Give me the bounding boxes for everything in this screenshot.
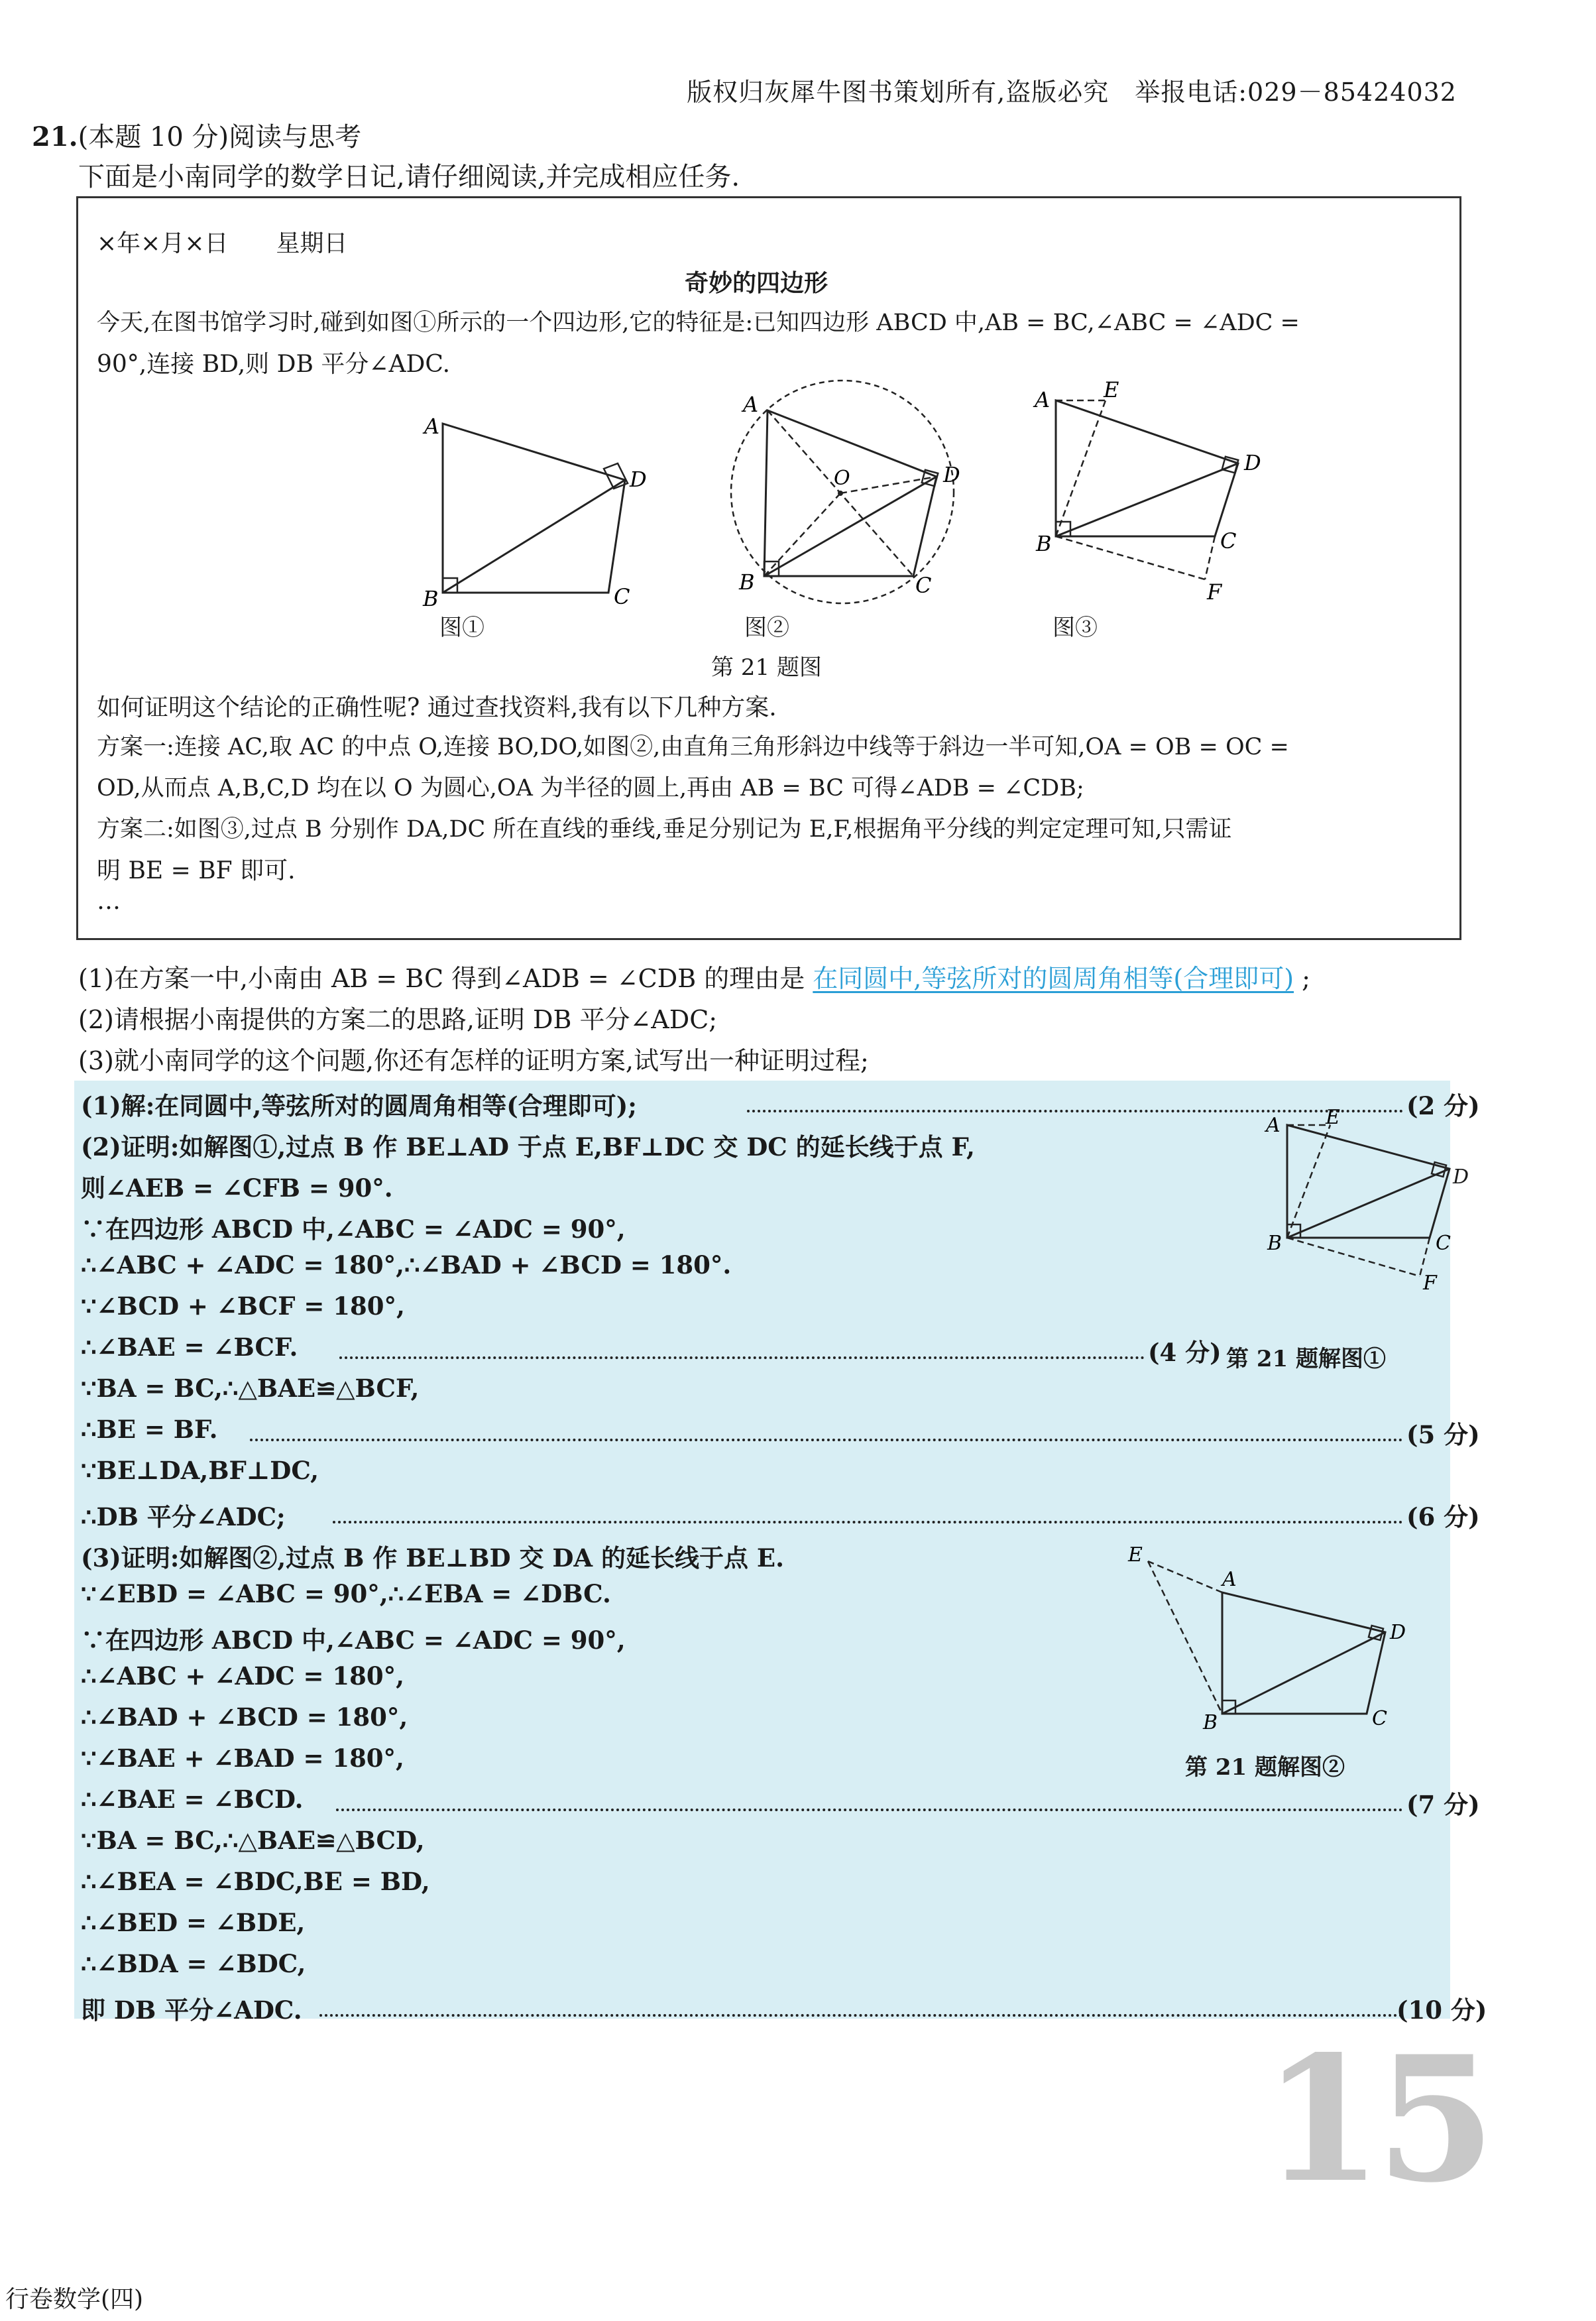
sol1-label-C: C (1436, 1232, 1451, 1255)
sol2-label-E: E (1128, 1543, 1143, 1567)
answer-3-line3: ∵在四边形 ABCD 中,∠ABC = ∠ADC = 90°, (81, 1626, 626, 1655)
answer-2-line5: ∵∠BCD + ∠BCF = 180°, (81, 1291, 405, 1321)
figure-1 (350, 404, 695, 623)
answer-3-line11: ∴∠BDA = ∠BDC, (81, 1949, 306, 1978)
figure-2 (645, 377, 990, 616)
page-number: 15 (1263, 2019, 1489, 2221)
plan1-line1: 方案一:连接 AC,取 AC 的中点 O,连接 BO,DO,如图②,由直角三角形斜边中线等于斜边一半可知,OA = OB = OC = (97, 734, 1289, 760)
fig2-caption: 图② (744, 615, 789, 641)
fig1-label-D: D (630, 467, 647, 492)
copyright-notice: 版权归灰犀牛图书策划所有,盗版必究 举报电话:029－85424032 (687, 78, 1457, 107)
solution-figure-1-caption: 第 21 题解图① (1226, 1346, 1386, 1372)
answer-2-line3: ∵在四边形 ABCD 中,∠ABC = ∠ADC = 90°, (81, 1215, 626, 1244)
diary-para1-line1: 今天,在图书馆学习时,碰到如图①所示的一个四边形,它的特征是:已知四边形 ABCD 中,AB = BC,∠ABC = ∠ADC = (97, 310, 1300, 336)
fig3-label-C: C (1220, 528, 1237, 554)
task-1-answer: 在同圆中,等弦所对的圆周角相等(合理即可) (813, 964, 1294, 993)
diary-para2: 如何证明这个结论的正确性呢? 通过查找资料,我有以下几种方案. (97, 694, 777, 721)
fig2-label-O: O (834, 467, 850, 490)
score-2: (4 分) (1148, 1338, 1222, 1367)
plan2-line1: 方案二:如图③,过点 B 分别作 DA,DC 所在直线的垂线,垂足分别记为 E,F,根据角平分线的判定定理可知,只需证 (97, 816, 1232, 843)
fig3-label-E: E (1104, 377, 1119, 402)
sol2-label-C: C (1372, 1707, 1387, 1730)
score-6: (10 分) (1396, 1995, 1487, 2025)
fig2-label-B: B (739, 569, 755, 595)
score-1: (2 分) (1406, 1091, 1480, 1120)
sol1-label-E: E (1326, 1106, 1340, 1129)
task-1 (78, 958, 1310, 994)
diary-ellipsis: … (97, 888, 121, 915)
task-1-suffix: ; (1302, 964, 1310, 993)
answer-box (74, 1081, 1487, 2025)
answer-3-line2: ∵∠EBD = ∠ABC = 90°,∴∠EBA = ∠DBC. (81, 1579, 611, 1608)
sol1-label-F: F (1423, 1272, 1437, 1295)
fig1-label-B: B (423, 586, 439, 611)
answer-3-line1: (3)证明:如解图②,过点 B 作 BE⊥BD 交 DA 的延长线于点 E. (81, 1543, 784, 1573)
diary-para1-line2: 90°,连接 BD,则 DB 平分∠ADC. (97, 351, 451, 378)
sol1-label-D: D (1453, 1165, 1469, 1189)
answer-2-line7: ∵BA = BC,∴△BAE≌△BCF, (81, 1374, 420, 1403)
answer-2-line9: ∵BE⊥DA,BF⊥DC, (81, 1456, 319, 1485)
fig3-caption: 图③ (1053, 615, 1098, 641)
answer-2-line8: ∴BE = BF. (81, 1415, 218, 1444)
fig1-label-C: C (614, 584, 630, 609)
sol2-label-B: B (1203, 1711, 1218, 1734)
fig2-label-C: C (915, 573, 932, 598)
answer-3-line9: ∴∠BEA = ∠BDC,BE = BD, (81, 1867, 430, 1896)
answer-3-line10: ∴∠BED = ∠BDE, (81, 1908, 306, 1937)
footer-text: 行卷数学(四) (5, 2286, 144, 2313)
answer-2-line6: ∴∠BAE = ∠BCF. (81, 1333, 298, 1362)
solution-figure-2 (1108, 1531, 1453, 1737)
diary-box (76, 196, 1461, 940)
score-5: (7 分) (1406, 1790, 1480, 1819)
plan2-line2: 明 BE = BF 即可. (97, 857, 296, 884)
diary-date: ×年×月×日 星期日 (97, 230, 348, 257)
question-topic: 阅读与思考 (229, 122, 362, 152)
answer-3-line7: ∴∠BAE = ∠BCD. (81, 1785, 304, 1814)
diary-title: 奇妙的四边形 (685, 270, 828, 297)
solution-figure-2-caption: 第 21 题解图② (1185, 1754, 1345, 1781)
fig3-label-F: F (1207, 579, 1222, 605)
question-header (32, 116, 361, 154)
figure-3 (963, 377, 1308, 616)
sol2-label-A: A (1222, 1568, 1237, 1591)
solution-figure-1 (1194, 1106, 1451, 1295)
answer-2-line2: 则∠AEB = ∠CFB = 90°. (81, 1173, 393, 1203)
question-intro: 下面是小南同学的数学日记,请仔细阅读,并完成相应任务. (78, 162, 740, 192)
score-3: (5 分) (1406, 1420, 1480, 1449)
fig1-label-A: A (424, 414, 440, 439)
question-meta: (本题 10 分) (78, 122, 229, 152)
plan1-line2: OD,从而点 A,B,C,D 均在以 O 为圆心,OA 为半径的圆上,再由 AB = BC 可得∠ADB = ∠CDB; (97, 775, 1084, 802)
sol1-label-A: A (1266, 1114, 1281, 1137)
answer-3-line8: ∵BA = BC,∴△BAE≌△BCD, (81, 1826, 425, 1855)
fig3-label-B: B (1036, 531, 1052, 556)
answer-3-line12: 即 DB 平分∠ADC. (81, 1995, 302, 2025)
answer-2-line1: (2)证明:如解图①,过点 B 作 BE⊥AD 于点 E,BF⊥DC 交 DC 的延长线于点 F, (81, 1132, 975, 1161)
answer-3-line4: ∴∠ABC + ∠ADC = 180°, (81, 1661, 405, 1691)
answer-3-line5: ∴∠BAD + ∠BCD = 180°, (81, 1702, 408, 1732)
fig3-label-D: D (1244, 450, 1261, 475)
question-number: 21. (32, 121, 78, 152)
answer-3-line6: ∵∠BAE + ∠BAD = 180°, (81, 1744, 404, 1773)
figure-group-caption: 第 21 题图 (711, 654, 822, 681)
task-2: (2)请根据小南提供的方案二的思路,证明 DB 平分∠ADC; (78, 1005, 718, 1034)
score-4: (6 分) (1406, 1502, 1480, 1531)
sol1-label-B: B (1267, 1232, 1282, 1255)
fig2-label-D: D (943, 462, 960, 487)
fig3-label-A: A (1035, 387, 1051, 412)
answer-1: (1)解:在同圆中,等弦所对的圆周角相等(合理即可); (81, 1091, 637, 1120)
fig1-caption: 图① (439, 615, 484, 641)
task-1-prefix: (1)在方案一中,小南由 AB = BC 得到∠ADB = ∠CDB 的理由是 (78, 964, 805, 993)
answer-2-line4: ∴∠ABC + ∠ADC = 180°,∴∠BAD + ∠BCD = 180°. (81, 1250, 732, 1280)
sol2-label-D: D (1390, 1621, 1406, 1644)
task-3: (3)就小南同学的这个问题,你还有怎样的证明方案,试写出一种证明过程; (78, 1046, 869, 1075)
fig2-label-A: A (743, 392, 759, 417)
answer-2-line10: ∴DB 平分∠ADC; (81, 1502, 286, 1531)
